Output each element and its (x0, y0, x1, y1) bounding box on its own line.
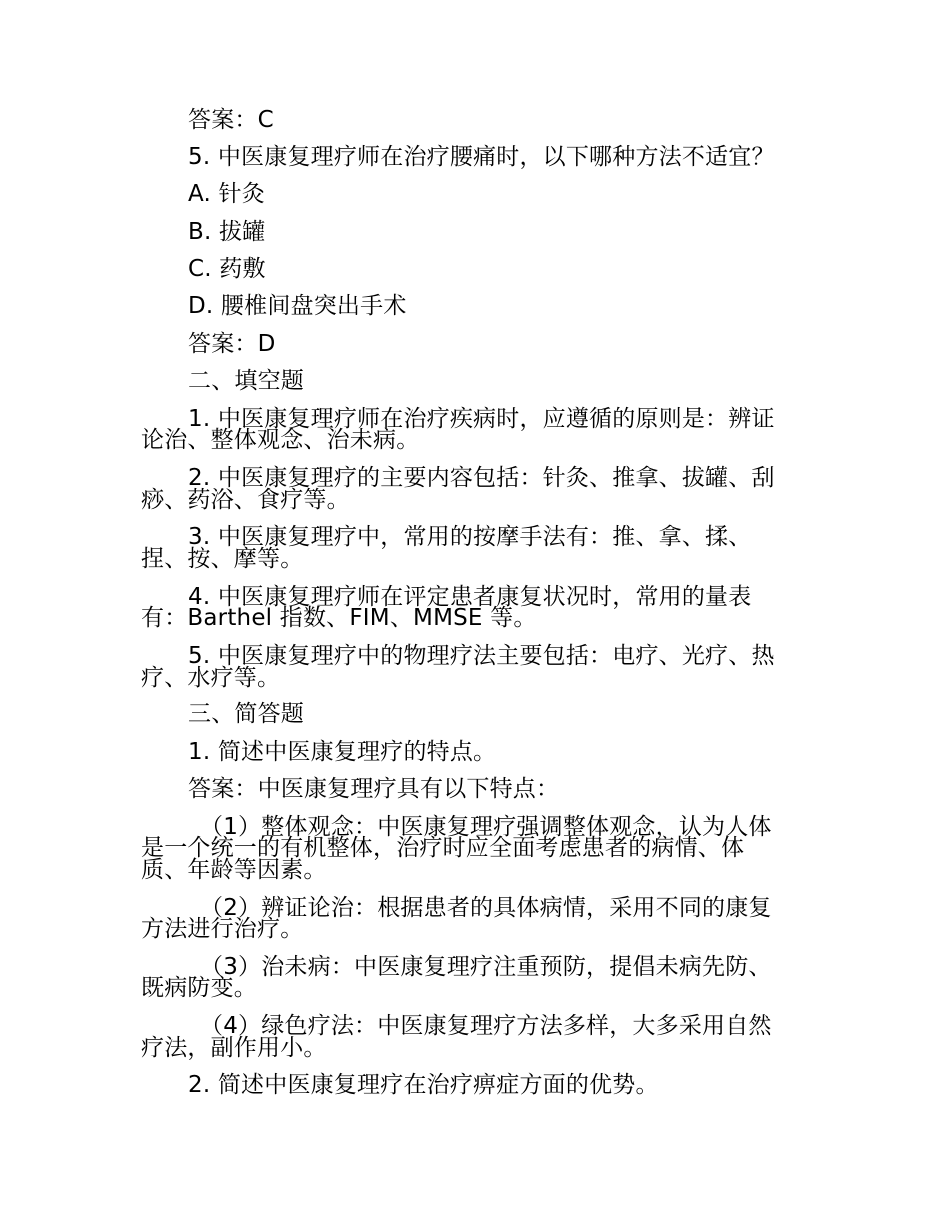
answer-line: 答案：D (188, 331, 276, 357)
fill-blank-2-cont: 痧、药浴、食疗等。 (141, 487, 350, 513)
option-c: C. 药敷 (188, 256, 266, 282)
point-4: （4）绿色疗法：中医康复理疗方法多样，大多采用自然 (200, 1013, 772, 1039)
point-2: （2）辨证论治：根据患者的具体病情，采用不同的康复 (200, 895, 772, 921)
point-1-cont: 质、年龄等因素。 (141, 857, 327, 883)
fill-blank-2: 2. 中医康复理疗的主要内容包括：针灸、推拿、拔罐、刮 (188, 465, 775, 491)
short-answer-1: 1. 简述中医康复理疗的特点。 (188, 739, 497, 765)
short-answer-2: 2. 简述中医康复理疗在治疗痹症方面的优势。 (188, 1072, 659, 1098)
point-1: （1）整体观念：中医康复理疗强调整体观念，认为人体 (200, 814, 772, 840)
fill-blank-3: 3. 中医康复理疗中，常用的按摩手法有：推、拿、揉、 (188, 524, 752, 550)
fill-blank-3-cont: 捏、按、摩等。 (141, 546, 304, 572)
point-3: （3）治未病：中医康复理疗注重预防，提倡未病先防、 (200, 954, 772, 980)
fill-blank-4-cont: 有：Barthel 指数、FIM、MMSE 等。 (141, 605, 537, 631)
fill-blank-1-cont: 论治、整体观念、治未病。 (141, 427, 420, 453)
point-1-cont: 是一个统一的有机整体，治疗时应全面考虑患者的病情、体 (141, 835, 745, 861)
section-heading-fill-blank: 二、填空题 (188, 368, 304, 394)
fill-blank-1: 1. 中医康复理疗师在治疗疾病时，应遵循的原则是：辨证 (188, 406, 775, 432)
answer-line: 答案：C (188, 107, 274, 133)
fill-blank-4: 4. 中医康复理疗师在评定患者康复状况时，常用的量表 (188, 584, 752, 610)
fill-blank-5: 5. 中医康复理疗中的物理疗法主要包括：电疗、光疗、热 (188, 643, 775, 669)
section-heading-short-answer: 三、简答题 (188, 701, 304, 727)
point-2-cont: 方法进行治疗。 (141, 916, 304, 942)
option-a: A. 针灸 (188, 181, 265, 207)
answer-line: 答案：中医康复理疗具有以下特点： (188, 776, 560, 802)
option-d: D. 腰椎间盘突出手术 (188, 293, 407, 319)
point-4-cont: 疗法，副作用小。 (141, 1035, 327, 1061)
question-5: 5. 中医康复理疗师在治疗腰痛时，以下哪种方法不适宜？ (188, 144, 775, 170)
fill-blank-5-cont: 疗、水疗等。 (141, 665, 281, 691)
point-3-cont: 既病防变。 (141, 975, 257, 1001)
option-b: B. 拔罐 (188, 219, 266, 245)
